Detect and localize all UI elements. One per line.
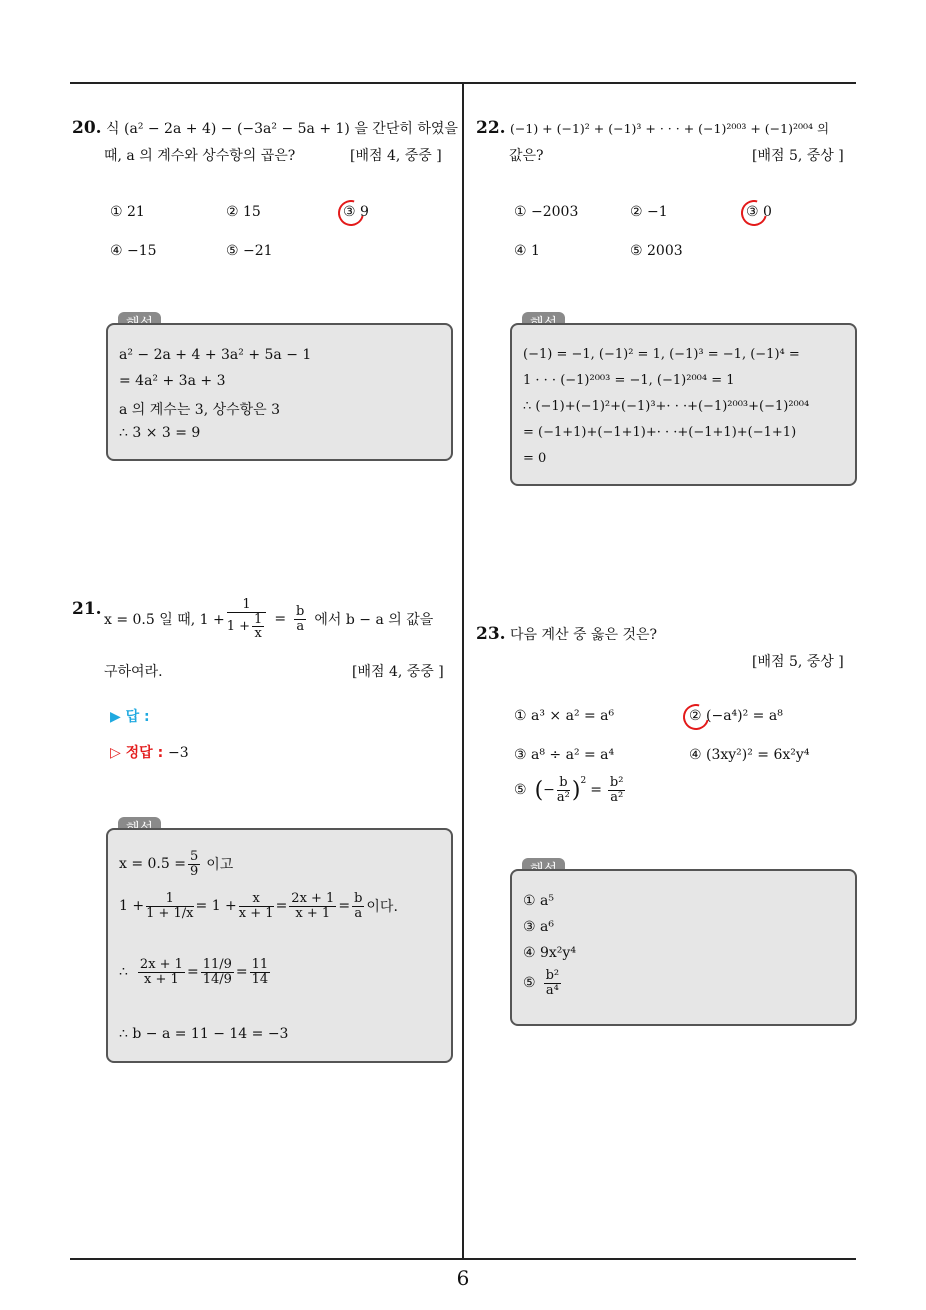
question-number: 21.	[72, 599, 102, 619]
choice-4[interactable]: ④ (3xy²)² = 6x²y⁴	[689, 747, 810, 763]
answer-circle-mark	[333, 195, 369, 231]
solution-line: = 0	[523, 451, 547, 466]
question-text-line2: 때, a 의 계수와 상수항의 곱은?	[104, 148, 296, 164]
question-number: 23.	[476, 624, 506, 644]
solution-line: ⑤ $\frac{\text{b²}}{\text{a⁴}}$	[523, 968, 560, 998]
choice-5[interactable]: ⑤ ( − $\frac{b}{\text{a²}}$ ) $^2$ = $\frac{\text{b²}}{\text{a²}}$	[514, 775, 624, 805]
solution-line: ④ 9x²y⁴	[523, 945, 576, 961]
solution-line: x = 0.5̇ = $\frac{5}{9}$ 이고	[119, 849, 234, 879]
choice-1[interactable]: ① 21	[110, 204, 145, 220]
solution-line: 1 · · · (−1)²⁰⁰³ = −1, (−1)²⁰⁰⁴ = 1	[523, 373, 735, 388]
choice-3[interactable]: ③ 0	[746, 204, 772, 220]
solution-line: 1 + $\frac{1}{1 + 1/x}$ = 1 + $\frac{x}{x + 1}$ = $\frac{2x + 1}{x + 1}$ = $\frac{b}{a}$ 이다.	[119, 891, 398, 921]
score-meta: [배점 5, 중상 ]	[752, 654, 844, 670]
question-text-line1: 다음 계산 중 옳은 것은?	[510, 627, 658, 643]
solution-line: ∴ 3 × 3 = 9	[119, 425, 201, 441]
solution-box	[106, 323, 453, 461]
column-divider	[462, 83, 464, 1259]
choice-5[interactable]: ⑤ −21	[226, 243, 273, 259]
choice-5[interactable]: ⑤ 2003	[630, 243, 683, 259]
score-meta: [배점 4, 중중 ]	[350, 148, 442, 164]
score-meta: [배점 4, 중중 ]	[352, 664, 444, 680]
solution-box	[510, 323, 857, 486]
choice-2[interactable]: ② (−a⁴)² = a⁸	[689, 708, 783, 724]
choice-2[interactable]: ② 15	[226, 204, 261, 220]
choice-3[interactable]: ③ 9	[343, 204, 369, 220]
choice-4[interactable]: ④ −15	[110, 243, 157, 259]
choice-1[interactable]: ① −2003	[514, 204, 579, 220]
bottom-rule	[70, 1258, 856, 1260]
solution-line: = 4a² + 3a + 3	[119, 373, 226, 389]
question-text-line1: x = 0.5̇ 일 때, 1 + 1 1 + $\frac{1}{x}$ = $\frac{b}{a}$ 에서 b − a 의 값을	[104, 597, 434, 642]
solution-line: = (−1+1)+(−1+1)+· · ·+(−1+1)+(−1+1)	[523, 425, 797, 440]
answer-circle-mark	[678, 699, 714, 735]
question-text-line1: 식 (a² − 2a + 4) − (−3a² − 5a + 1) 을 간단히 하였을	[106, 121, 458, 137]
fraction: 1 1 + $\frac{1}{x}$	[227, 598, 267, 641]
answer-circle-mark	[736, 195, 772, 231]
solution-line: a² − 2a + 4 + 3a² + 5a − 1	[119, 347, 312, 363]
fraction: $\frac{b}{a}$	[296, 604, 305, 634]
question-text-line1: (−1) + (−1)² + (−1)³ + · · · + (−1)²⁰⁰³ + (−1)²⁰⁰⁴ 의	[510, 121, 830, 136]
page-number: 6	[456, 1266, 470, 1290]
answer-input-label[interactable]: ▶ 답 :	[110, 709, 150, 725]
solution-line: a 의 계수는 3, 상수항은 3	[119, 402, 281, 418]
choice-4[interactable]: ④ 1	[514, 243, 540, 259]
solution-line: ③ a⁶	[523, 919, 554, 935]
question-text-line2: 구하여라.	[104, 664, 163, 680]
solution-line: (−1) = −1, (−1)² = 1, (−1)³ = −1, (−1)⁴ =	[523, 347, 800, 362]
choice-2[interactable]: ② −1	[630, 204, 668, 220]
question-text-line2: 값은?	[509, 148, 544, 164]
solution-line: ① a⁵	[523, 893, 554, 909]
question-number: 22.	[476, 118, 506, 138]
score-meta: [배점 5, 중상 ]	[752, 148, 844, 164]
correct-answer: ▷ 정답 : −3	[110, 745, 189, 761]
solution-box	[510, 869, 857, 1026]
solution-line: ∴ (−1)+(−1)²+(−1)³+· · ·+(−1)²⁰⁰³+(−1)²⁰⁰⁴	[523, 399, 810, 414]
choice-1[interactable]: ① a³ × a² = a⁶	[514, 708, 615, 724]
solution-box	[106, 828, 453, 1063]
question-number: 20.	[72, 118, 102, 138]
choice-3[interactable]: ③ a⁸ ÷ a² = a⁴	[514, 747, 615, 763]
solution-line: ∴ b − a = 11 − 14 = −3	[119, 1026, 289, 1042]
solution-line: ∴ $\frac{2x + 1}{x + 1}$ = $\frac{11/9}{14/9}$ = $\frac{11}{14}$	[119, 957, 269, 987]
